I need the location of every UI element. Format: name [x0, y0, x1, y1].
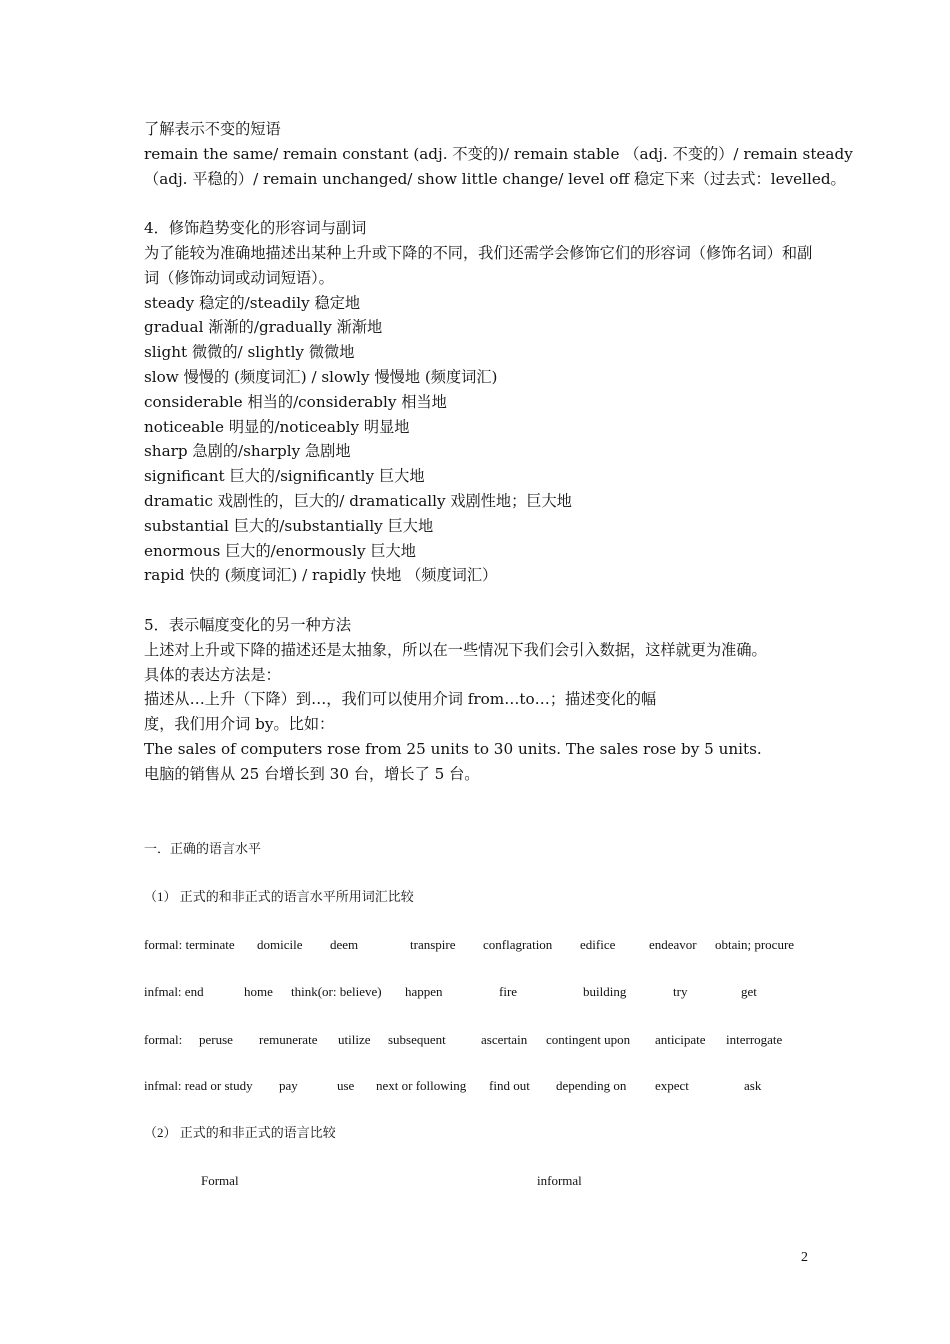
vocab-cell: next or following: [376, 1078, 467, 1093]
vocab-cell: edifice: [580, 937, 616, 952]
vocab-cell: fire: [499, 984, 518, 999]
vocab-cell: domicile: [257, 937, 303, 952]
vocab-item: significant 巨大的/significantly 巨大地: [144, 467, 425, 486]
vocab-cell: home: [244, 984, 273, 999]
section5-line: 具体的表达方法是：: [144, 665, 281, 684]
vocab-cell: think(or: believe): [291, 984, 382, 999]
vocab-cell: contingent upon: [546, 1032, 631, 1047]
vocab-cell: ascertain: [481, 1032, 528, 1047]
intro-line: remain the same/ remain constant (adj. 不变的)/ remain stable （adj. 不变的）/ remain steady: [144, 144, 853, 163]
vocab-cell: utilize: [338, 1032, 371, 1047]
vocab-item: noticeable 明显的/noticeably 明显地: [144, 417, 410, 436]
main-text: [144, 117, 853, 787]
vocab-cell: try: [673, 984, 688, 999]
example-sentence: The sales of computers rose from 25 units to 30 units. The sales rose by 5 units.: [144, 739, 762, 758]
example-translation: 电脑的销售从 25 台增长到 30 台，增长了 5 台。: [144, 764, 480, 783]
vocab-cell: endeavor: [649, 937, 697, 952]
section5-line: 上述对上升或下降的描述还是太抽象，所以在一些情况下我们会引入数据，这样就更为准确。: [144, 640, 767, 659]
vocab-item: rapid 快的 (频度词汇) / rapidly 快地 （频度词汇）: [144, 566, 498, 585]
vocab-row-informal-1: [144, 983, 814, 1001]
subsection-heading: （2） 正式的和非正式的语言比较: [144, 1125, 336, 1140]
section4-heading: 4．修饰趋势变化的形容词与副词: [144, 219, 367, 238]
vocab-cell: interrogate: [726, 1032, 783, 1047]
vocab-cell: find out: [489, 1078, 530, 1093]
vocab-cell: happen: [405, 984, 443, 999]
vocab-item: steady 稳定的/steadily 稳定地: [144, 293, 361, 312]
section4-paragraph: 为了能较为准确地描述出某种上升或下降的不同，我们还需学会修饰它们的形容词（修饰名词）和副词（修饰动词或动词短语）。: [144, 243, 813, 287]
vocab-cell: expect: [655, 1078, 689, 1093]
part1-heading: 一．正确的语言水平: [144, 841, 262, 856]
vocab-item: considerable 相当的/considerably 相当地: [144, 392, 447, 411]
vocab-cell: building: [583, 984, 627, 999]
vocab-item: sharp 急剧的/sharply 急剧地: [144, 442, 351, 461]
vocab-cell: transpire: [410, 937, 456, 952]
vocab-cell: anticipate: [655, 1032, 706, 1047]
vocab-cell: ask: [744, 1078, 762, 1093]
vocab-cell: get: [741, 984, 757, 999]
vocab-cell: pay: [279, 1078, 298, 1093]
vocab-item: dramatic 戏剧性的，巨大的/ dramatically 戏剧性地；巨大地: [144, 491, 572, 510]
vocab-cell: depending on: [556, 1078, 627, 1093]
section5-line: 描述从…上升（下降）到…，我们可以使用介词 from…to…；描述变化的幅: [144, 690, 657, 709]
vocab-item: slow 慢慢的 (频度词汇) / slowly 慢慢地 (频度词汇): [144, 367, 498, 386]
vocab-cell: deem: [330, 937, 359, 952]
vocab-cell: conflagration: [483, 937, 553, 952]
column-header-informal: informal: [537, 1173, 582, 1188]
column-header-formal: Formal: [201, 1173, 239, 1188]
vocab-item: slight 微微的/ slightly 微微地: [144, 343, 355, 362]
vocab-item: gradual 渐渐的/gradually 渐渐地: [144, 318, 383, 337]
subsection-heading: （1） 正式的和非正式的语言水平所用词汇比较: [144, 889, 414, 904]
vocab-cell: formal:: [144, 1032, 183, 1047]
section5-line: 度，我们用介词 by。比如：: [144, 715, 335, 734]
vocab-cell: remunerate: [259, 1032, 318, 1047]
intro-heading: 了解表示不变的短语: [144, 120, 281, 138]
vocab-cell: formal: terminate: [144, 937, 235, 952]
vocab-cell: obtain; procure: [715, 937, 795, 952]
section5-heading: 5．表示幅度变化的另一种方法: [144, 615, 352, 634]
vocab-cell: peruse: [199, 1032, 233, 1047]
vocab-item: enormous 巨大的/enormously 巨大地: [144, 541, 416, 560]
intro-line: （adj. 平稳的）/ remain unchanged/ show little change/ level off 稳定下来（过去式：levelled。: [144, 169, 846, 188]
vocab-cell: use: [337, 1078, 355, 1093]
vocab-cell: subsequent: [388, 1032, 446, 1047]
vocab-row-informal-2: [144, 1077, 814, 1095]
vocab-cell: infmal: read or study: [144, 1078, 253, 1093]
vocab-row-formal-1: [144, 936, 814, 954]
page-number: 2: [801, 1250, 808, 1265]
vocab-item: substantial 巨大的/substantially 巨大地: [144, 516, 434, 535]
vocab-cell: infmal: end: [144, 984, 204, 999]
vocab-row-formal-2: [144, 1031, 814, 1049]
